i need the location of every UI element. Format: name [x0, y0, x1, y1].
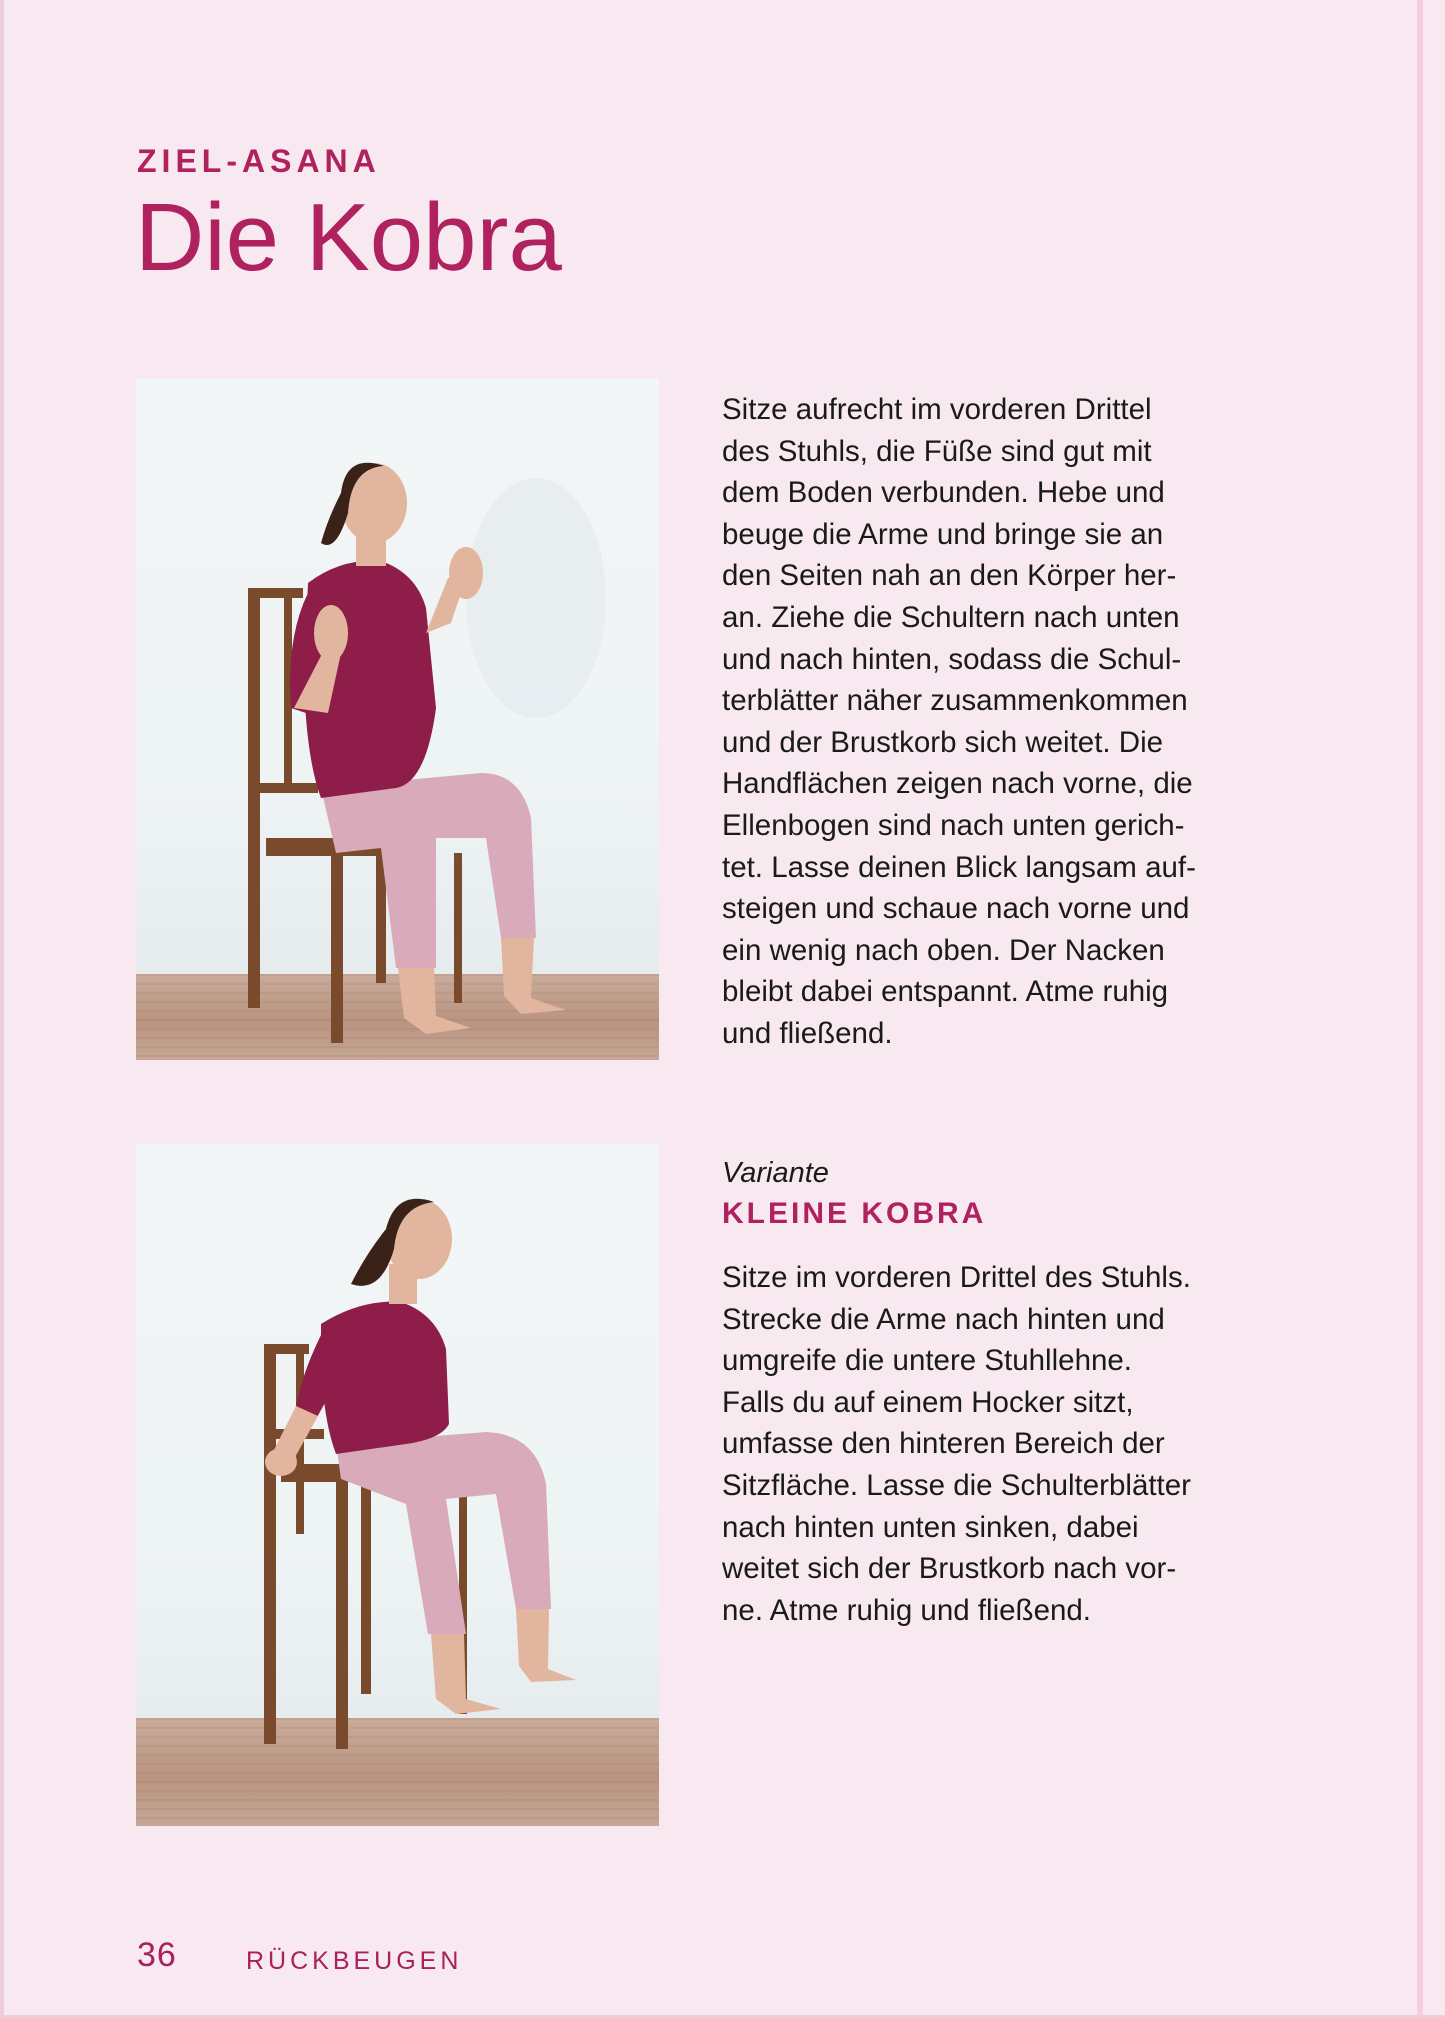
- woman-on-chair-illustration: [136, 378, 659, 1060]
- text-line: den Seiten nah an den Körper her-: [722, 559, 1177, 593]
- text-line: Sitze im vorderen Drittel des Stuhls.: [722, 1261, 1191, 1294]
- text-line: weitet sich der Brustkorb nach vor-: [722, 1552, 1177, 1586]
- text-line: des Stuhls, die Füße sind gut mit: [722, 434, 1152, 468]
- section-kicker: ZIEL-ASANA: [137, 143, 381, 179]
- photo-kobra-pose: [136, 378, 659, 1060]
- text-line: und der Brustkorb sich weitet. Die: [722, 725, 1164, 759]
- text-line: Falls du auf einem Hocker sitzt,: [722, 1385, 1134, 1419]
- page-title: Die Kobra: [135, 184, 562, 291]
- text-line: umfasse den hinteren Bereich der: [722, 1427, 1165, 1461]
- text-line: terblätter näher zusammenkommen: [722, 684, 1188, 718]
- text-line: Sitzfläche. Lasse die Schulterblätter: [722, 1468, 1191, 1502]
- photo-kleine-kobra-pose: [136, 1144, 659, 1826]
- text-line: bleibt dabei entspannt. Atme ruhig: [722, 975, 1169, 1009]
- text-line: und fließend.: [722, 1016, 893, 1050]
- variant-label: Variante: [722, 1157, 829, 1189]
- text-line: umgreife die untere Stuhllehne.: [722, 1344, 1132, 1378]
- page-edge-right: [1417, 0, 1423, 2018]
- text-line: Handflächen zeigen nach vorne, die: [722, 767, 1193, 801]
- woman-on-chair-illustration: [136, 1144, 659, 1826]
- text-line: an. Ziehe die Schultern nach unten: [722, 600, 1180, 634]
- variant-title: KLEINE KOBRA: [722, 1197, 987, 1230]
- instruction-text-kleine-kobra: [722, 1257, 1262, 1631]
- text-line: Ellenbogen sind nach unten gerich-: [722, 808, 1185, 842]
- running-footer-section: RÜCKBEUGEN: [246, 1947, 463, 1975]
- page-edge-left: [0, 0, 4, 2018]
- text-line: Sitze aufrecht im vorderen Drittel: [722, 393, 1152, 426]
- text-line: Strecke die Arme nach hinten und: [722, 1302, 1165, 1336]
- text-line: beuge die Arme und bringe sie an: [722, 517, 1164, 551]
- text-line: ein wenig nach oben. Der Nacken: [722, 933, 1165, 967]
- text-line: tet. Lasse deinen Blick langsam auf-: [722, 850, 1196, 884]
- text-line: und nach hinten, sodass die Schul-: [722, 642, 1182, 676]
- text-line: steigen und schaue nach vorne und: [722, 892, 1190, 926]
- instruction-text-kobra: [722, 389, 1262, 1055]
- text-line: nach hinten unten sinken, dabei: [722, 1510, 1139, 1544]
- page-number: 36: [137, 1936, 177, 1974]
- text-line: ne. Atme ruhig und fließend.: [722, 1593, 1091, 1627]
- text-line: dem Boden verbunden. Hebe und: [722, 476, 1165, 510]
